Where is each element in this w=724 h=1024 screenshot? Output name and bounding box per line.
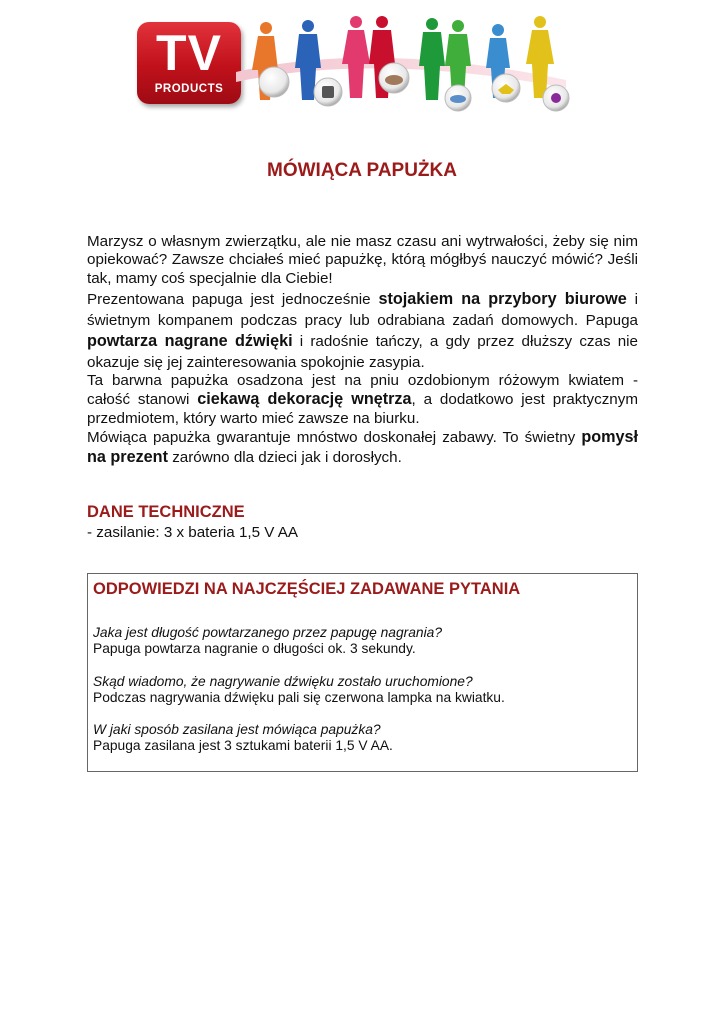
faq-heading: ODPOWIEDZI NA NAJCZĘŚCIEJ ZADAWANE PYTANIA [93, 580, 521, 598]
person-silhouette-yellow [526, 16, 554, 98]
intro-text: i świetnym kompanem podczas pracy lub odrabiana zadań domowych. Papuga [87, 291, 638, 329]
faq-box [87, 573, 638, 772]
people-silhouettes-banner [236, 10, 576, 115]
intro-text: Marzysz o własnym zwierzątku, ale nie masz czasu ani wytrwałości, żeby się nim opiekować? Zawsze chciałeś mieć papużkę, którą mógłbyś nauczyć mówić? Jeśli tak, mamy coś specjalnie dla Ciebie! [87, 233, 638, 287]
faq-answer: Papuga zasilana jest 3 sztukami baterii 1,5 V AA. [93, 738, 393, 753]
faq-answer: Podczas nagrywania dźwięku pali się czerwona lampka na kwiatku. [93, 690, 505, 705]
intro-text: , a dodatkowo jest praktycznym przedmiotem, który warto mieć zawsze na biurku. [87, 391, 638, 427]
tech-item: - zasilanie: 3 x bateria 1,5 V AA [87, 524, 299, 541]
intro-paragraph-1 [87, 233, 638, 288]
person-silhouette-pink [342, 16, 370, 98]
logo-main-text: TV [156, 25, 222, 81]
intro-text: zarówno dla dzieci jak i dorosłych. [167, 448, 402, 466]
tech-heading: DANE TECHNICZNE [87, 503, 245, 521]
intro-text: Ta barwna papużka osadzona jest na pniu ozdobionym różowym kwiatem - całość stanowi [87, 372, 638, 408]
highlight-text: pomysł na prezent [87, 428, 638, 466]
intro-text: Mówiąca papużka gwarantuje mnóstwo doskonałej zabawy. To świetny [87, 429, 582, 446]
faq-question: Jaka jest długość powtarzanego przez papugę nagrania? [93, 625, 442, 640]
intro-paragraph-2 [87, 289, 638, 373]
faq-question: W jaki sposób zasilana jest mówiąca papużka? [93, 722, 381, 737]
tv-products-logo [137, 22, 241, 104]
person-silhouette-green [419, 18, 445, 100]
faq-question: Skąd wiadomo, że nagrywanie dźwięku zostało uruchomione? [93, 674, 473, 689]
page-title: MÓWIĄCA PAPUŻKA [267, 160, 457, 181]
intro-text: i radośnie tańczy, a gdy przez dłuższy czas nie okazuje się jej zainteresowania spokojnie zasypia. [87, 333, 638, 371]
header-banner [0, 0, 724, 125]
highlight-text: stojakiem na przybory biurowe [378, 290, 627, 308]
intro-paragraph-4 [87, 428, 638, 467]
highlight-text: ciekawą dekorację wnętrza [197, 390, 412, 408]
faq-answer: Papuga powtarza nagranie o długości ok. 3 sekundy. [93, 641, 416, 656]
highlight-text: powtarza nagrane dźwięki [87, 332, 293, 350]
intro-text: Prezentowana papuga jest jednocześnie [87, 291, 379, 308]
logo-sub-text: PRODUCTS [154, 83, 224, 95]
intro-paragraph-3 [87, 371, 638, 428]
